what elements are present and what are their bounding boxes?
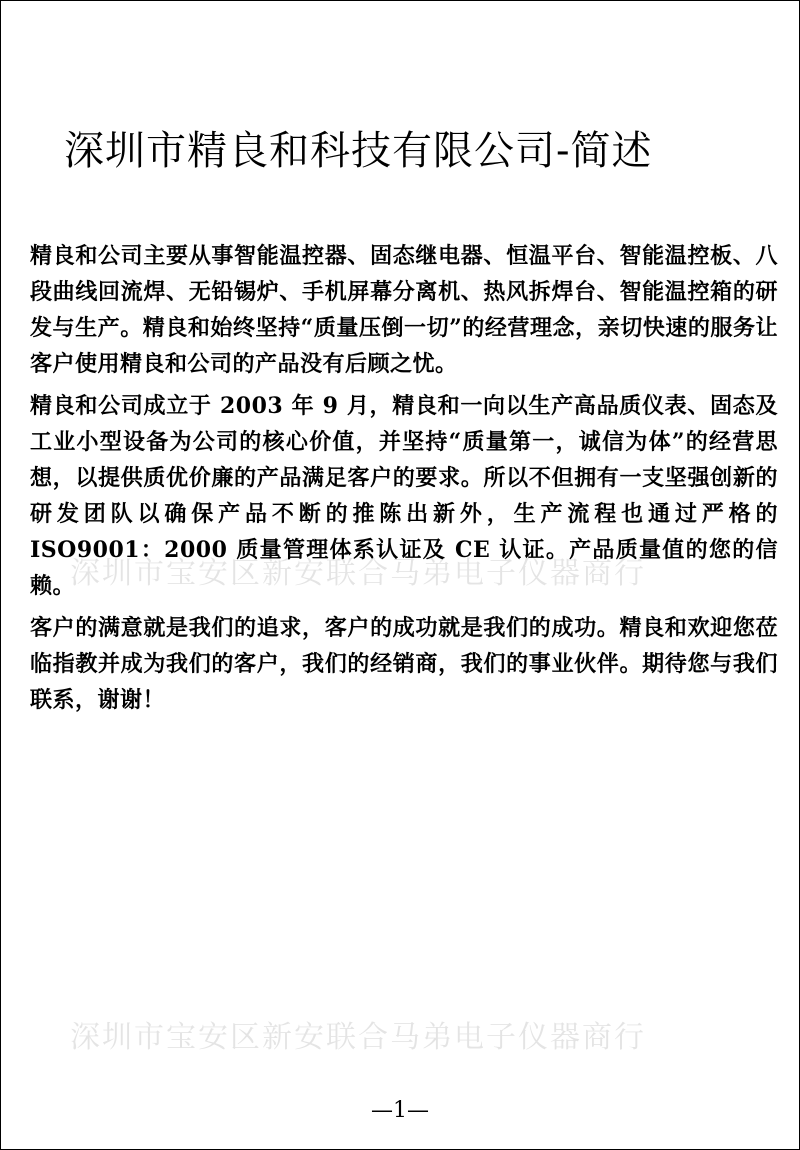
paragraph-history: 精良和公司成立于 2003 年 9 月，精良和一向以生产高品质仪表、固态及工业小型设备为公司的核心价值，并坚持“质量第一，诚信为体”的经营思想，以提供质优价廉的产品满足客户的要求。所以不但拥有一支坚强创新的研发团队以确保产品不断的推陈出新外，生产流程也通过严格的 ISO9001：2000 质量管理体系认证及 CE 认证。产品质量值的您的信赖。 [30, 393, 778, 599]
watermark: 深圳市宝安区新安联合马弟电子仪器商行 [70, 556, 646, 591]
paragraph-closing: 客户的满意就是我们的追求，客户的成功就是我们的成功。精良和欢迎您莅临指教并成为我们的客户，我们的经销商，我们的事业伙伴。期待您与我们联系，谢谢！ [30, 615, 778, 713]
paragraph-intro: 精良和公司主要从事智能温控器、固态继电器、恒温平台、智能温控板、八段曲线回流焊、无铅锡炉、手机屏幕分离机、热风拆焊台、智能温控箱的研发与生产。精良和始终坚持“质量压倒一切”的经营理念，亲切快速的服务让客户使用精良和公司的产品没有后顾之忧。 [30, 243, 778, 377]
page-number: —1— [371, 1098, 429, 1123]
watermark-lower: 深圳市宝安区新安联合马弟电子仪器商行 [70, 1020, 646, 1055]
document-body [30, 238, 778, 718]
document-title: 深圳市精良和科技有限公司-简述 [64, 127, 653, 174]
